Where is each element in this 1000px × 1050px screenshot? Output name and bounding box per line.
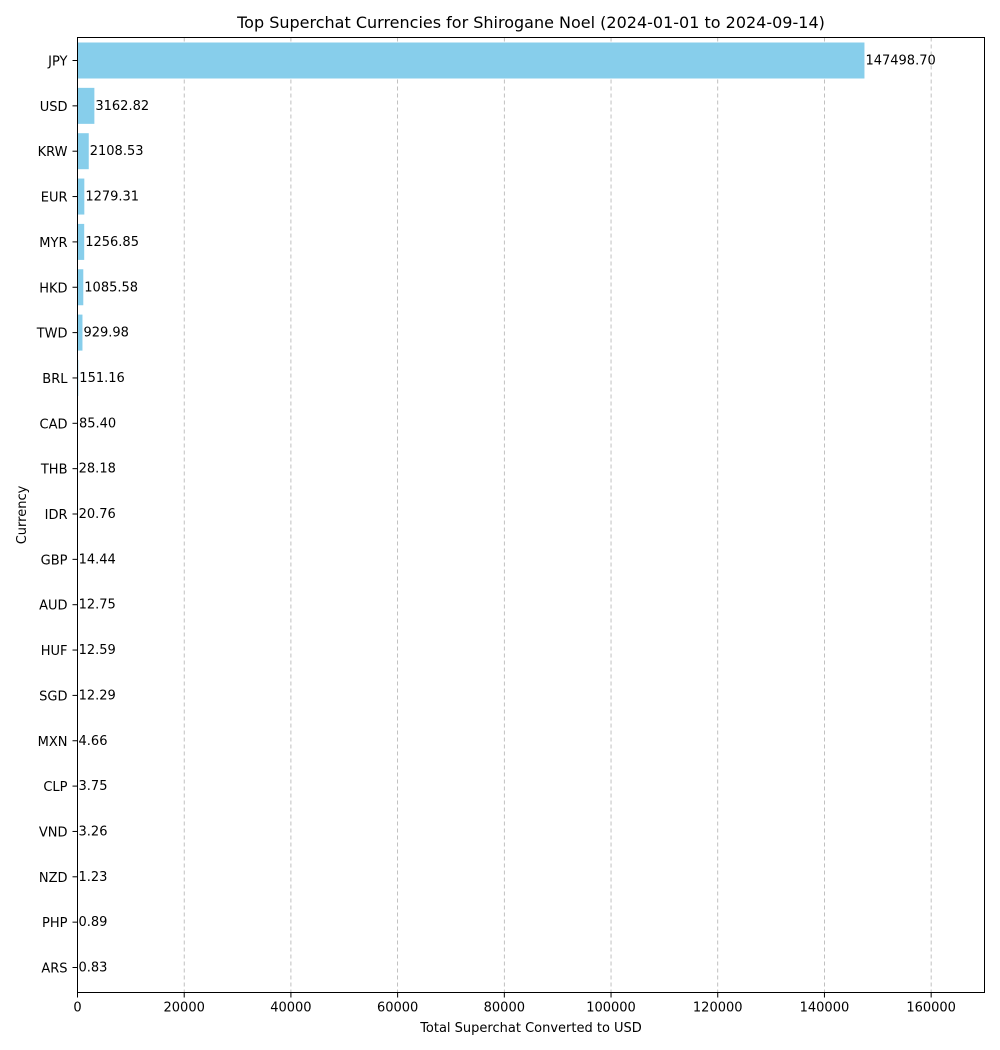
data-labels xyxy=(79,54,936,976)
x-axis-label: Total Superchat Converted to USD xyxy=(420,1021,642,1036)
data-label-php: 0.89 xyxy=(78,915,108,931)
data-label-vnd: 3.26 xyxy=(78,824,108,840)
data-label-mxn: 4.66 xyxy=(78,733,108,749)
bar-usd xyxy=(78,88,95,124)
y-tick-label-cad: CAD xyxy=(39,417,68,433)
y-tick-label-mxn: MXN xyxy=(37,734,68,750)
y-tick-label-idr: IDR xyxy=(44,508,68,523)
x-tick-label: 100000 xyxy=(586,1000,636,1016)
data-label-sgd: 12.29 xyxy=(78,688,116,704)
y-tick-label-clp: CLP xyxy=(43,780,68,796)
bar-eur xyxy=(78,179,85,215)
y-tick-label-brl: BRL xyxy=(42,371,68,387)
y-tick-label-gbp: GBP xyxy=(40,553,68,569)
x-tick-label: 60000 xyxy=(376,1000,419,1016)
bar-jpy xyxy=(78,43,865,79)
y-tick-label-krw: KRW xyxy=(37,145,68,161)
bar-hkd xyxy=(78,269,84,305)
data-label-usd: 3162.82 xyxy=(95,98,150,114)
x-tick-label: 140000 xyxy=(799,1000,850,1016)
bar-krw xyxy=(78,133,89,169)
y-tick-label-ars: ARS xyxy=(41,961,68,977)
y-tick-label-vnd: VND xyxy=(38,825,68,841)
y-tick-label-hkd: HKD xyxy=(39,281,68,297)
bar-twd xyxy=(78,315,83,351)
y-tick-label-twd: TWD xyxy=(36,326,68,342)
data-label-clp: 3.75 xyxy=(78,779,108,795)
y-tick-label-php: PHP xyxy=(42,916,68,932)
x-tick-label: 80000 xyxy=(483,1000,526,1016)
x-tick-label: 160000 xyxy=(906,1000,956,1016)
x-tick-label: 120000 xyxy=(692,1000,743,1016)
data-label-ars: 0.83 xyxy=(78,960,108,976)
y-tick-label-thb: THB xyxy=(40,462,68,478)
y-tick-label-aud: AUD xyxy=(39,598,68,614)
y-axis xyxy=(36,55,78,977)
data-label-idr: 20.76 xyxy=(78,507,116,522)
grid-lines xyxy=(184,38,931,993)
x-axis xyxy=(73,993,956,1016)
x-tick-label: 0 xyxy=(73,1000,82,1016)
x-tick-label: 40000 xyxy=(270,1000,312,1016)
data-label-hkd: 1085.58 xyxy=(84,280,139,296)
data-label-huf: 12.59 xyxy=(78,643,116,659)
data-label-cad: 85.40 xyxy=(78,416,117,432)
data-label-eur: 1279.31 xyxy=(85,189,140,205)
y-tick-label-huf: HUF xyxy=(40,644,68,660)
data-label-krw: 2108.53 xyxy=(89,144,144,160)
x-tick-label: 20000 xyxy=(163,1000,205,1016)
data-label-myr: 1256.85 xyxy=(85,234,139,250)
y-tick-label-myr: MYR xyxy=(39,235,68,251)
data-label-thb: 28.18 xyxy=(78,461,116,477)
data-label-nzd: 1.23 xyxy=(78,869,108,885)
data-label-twd: 929.98 xyxy=(83,325,129,341)
data-label-jpy: 147498.70 xyxy=(865,53,936,69)
y-tick-label-usd: USD xyxy=(39,99,68,115)
y-tick-label-jpy: JPY xyxy=(48,54,68,70)
data-label-brl: 151.16 xyxy=(79,370,125,386)
bar-myr xyxy=(78,224,85,260)
y-tick-label-eur: EUR xyxy=(40,190,68,206)
data-label-aud: 12.75 xyxy=(78,597,116,613)
plot-frame xyxy=(78,38,985,993)
y-tick-label-nzd: NZD xyxy=(38,870,68,886)
y-axis-label: Currency xyxy=(15,485,30,545)
data-label-gbp: 14.44 xyxy=(78,552,116,568)
chart-title: Top Superchat Currencies for Shirogane Noel (2024-01-01 to 2024-09-14) xyxy=(237,13,825,32)
y-tick-label-sgd: SGD xyxy=(39,689,68,705)
bars xyxy=(78,43,865,986)
